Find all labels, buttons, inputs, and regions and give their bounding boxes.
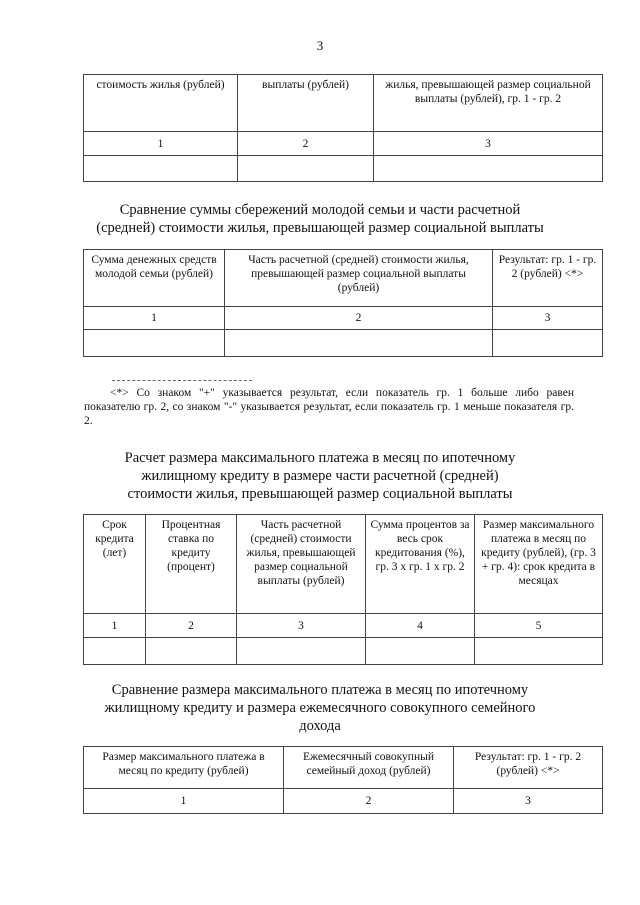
empty-cell xyxy=(374,156,603,182)
empty-data-row xyxy=(84,638,603,665)
column-number: 2 xyxy=(225,307,493,330)
empty-cell xyxy=(225,330,493,357)
title-line: (средней) стоимости жилья, превышающей размер социальной выплаты xyxy=(96,220,544,236)
column-number: 1 xyxy=(84,614,146,638)
header-cell: стоимость жилья (рублей) xyxy=(84,75,238,132)
empty-data-row xyxy=(84,156,603,182)
table-header-row xyxy=(84,747,603,789)
column-number: 4 xyxy=(366,614,475,638)
column-number: 2 xyxy=(284,789,454,814)
column-number: 3 xyxy=(454,789,603,814)
header-cell: Результат: гр. 1 - гр. 2 (рублей) <*> xyxy=(454,747,603,789)
header-cell: Часть расчетной (средней) стоимости жилья, превышающей размер социальной выплаты (рублей) xyxy=(237,515,366,614)
column-number: 3 xyxy=(374,132,603,156)
section-title-savings-comparison xyxy=(0,201,640,237)
title-line: жилищному кредиту и размера ежемесячного совокупного семейного xyxy=(104,700,536,716)
column-number: 2 xyxy=(238,132,374,156)
column-number-row xyxy=(84,614,603,638)
title-line: Расчет размера максимального платежа в месяц по ипотечному xyxy=(124,450,516,466)
table-payment-vs-income xyxy=(83,746,603,814)
header-cell: Срок кредита (лет) xyxy=(84,515,146,614)
empty-data-row xyxy=(84,330,603,357)
section-title-mortgage-payment-calculation xyxy=(0,449,640,503)
title-line: жилищному кредиту в размере части расчетной (средней) xyxy=(141,468,499,484)
header-cell: Результат: гр. 1 - гр. 2 (рублей) <*> xyxy=(493,250,603,307)
header-cell: Сумма процентов за весь срок кредитования (%), гр. 3 x гр. 1 x гр. 2 xyxy=(366,515,475,614)
header-cell: Размер максимального платежа в месяц по кредиту (рублей), (гр. 3 + гр. 4): срок кредита в месяцах xyxy=(475,515,603,614)
empty-cell xyxy=(146,638,237,665)
title-line: Сравнение суммы сбережений молодой семьи и части расчетной xyxy=(119,202,521,218)
table-header-row xyxy=(84,515,603,614)
column-number: 5 xyxy=(475,614,603,638)
column-number: 1 xyxy=(84,307,225,330)
title-line: стоимости жилья, превышающей размер социальной выплаты xyxy=(127,486,513,502)
empty-cell xyxy=(366,638,475,665)
column-number-row xyxy=(84,789,603,814)
footnote: <*> Со знаком "+" указывается результат, если показатель гр. 1 больше либо равен показателю гр. 2, со знаком "-" указывается результат, если показатель гр. 1 меньше показателя гр. 2. xyxy=(84,387,574,427)
table-savings-comparison xyxy=(83,249,603,357)
section-title-payment-vs-income xyxy=(0,681,640,735)
column-number: 3 xyxy=(237,614,366,638)
header-cell: Сумма денежных средств молодой семьи (рублей) xyxy=(84,250,225,307)
column-number: 2 xyxy=(146,614,237,638)
empty-cell xyxy=(475,638,603,665)
column-number: 3 xyxy=(493,307,603,330)
footnote-separator xyxy=(112,380,252,381)
header-cell: Размер максимального платежа в месяц по кредиту (рублей) xyxy=(84,747,284,789)
header-cell: жилья, превышающей размер социальной выплаты (рублей), гр. 1 - гр. 2 xyxy=(374,75,603,132)
empty-cell xyxy=(238,156,374,182)
empty-cell xyxy=(493,330,603,357)
empty-cell xyxy=(84,330,225,357)
column-number-row xyxy=(84,307,603,330)
title-line: Сравнение размера максимального платежа в месяц по ипотечному xyxy=(111,682,529,698)
page-number: 3 xyxy=(316,38,324,53)
header-cell: выплаты (рублей) xyxy=(238,75,374,132)
title-line: дохода xyxy=(299,718,341,734)
header-cell: Часть расчетной (средней) стоимости жилья, превышающей размер социальной выплаты (рублей) xyxy=(225,250,493,307)
header-cell: Ежемесячный совокупный семейный доход (рублей) xyxy=(284,747,454,789)
empty-cell xyxy=(237,638,366,665)
column-number: 1 xyxy=(84,132,238,156)
table-header-row xyxy=(84,75,603,132)
column-number-row xyxy=(84,132,603,156)
empty-cell xyxy=(84,156,238,182)
header-cell: Процентная ставка по кредиту (процент) xyxy=(146,515,237,614)
table-mortgage-payment-calculation xyxy=(83,514,603,665)
table-header-row xyxy=(84,250,603,307)
column-number: 1 xyxy=(84,789,284,814)
empty-cell xyxy=(84,638,146,665)
table-continuation xyxy=(83,74,603,182)
